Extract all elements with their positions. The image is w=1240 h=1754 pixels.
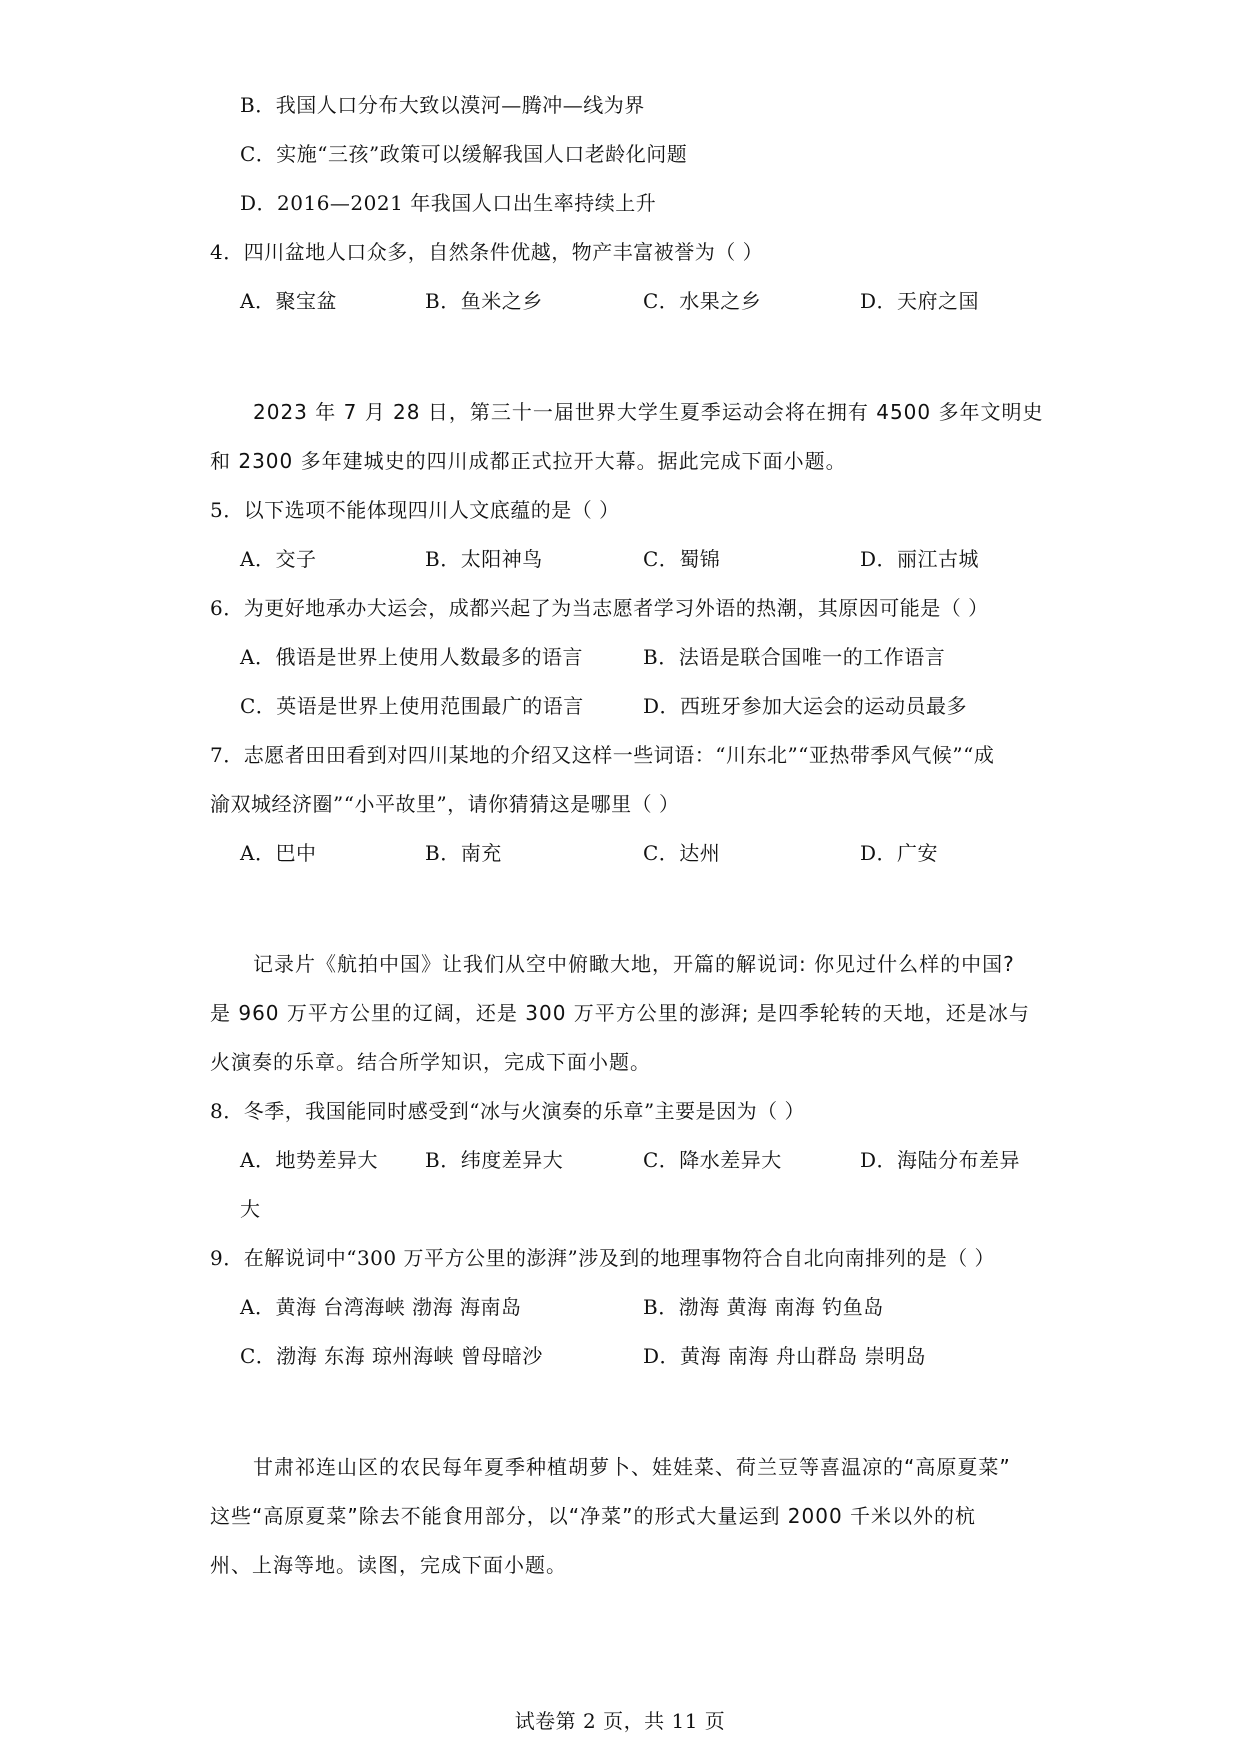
q9-stem: 9．在解说词中“300 万平方公里的澎湃”涉及到的地理事物符合自北向南排列的是（ ） [210,1246,996,1270]
q6-option-b: B．法语是联合国唯一的工作语言 [643,645,946,669]
passage2-line-1: 记录片《航拍中国》让我们从空中俯瞰大地，开篇的解说词: 你见过什么样的中国? [253,952,1015,976]
q7-option-c: C．达州 [643,841,721,865]
passage3-line-3: 州、上海等地。读图，完成下面小题。 [210,1553,567,1577]
q5-option-c: C．蜀锦 [643,547,721,571]
passage1-line-2: 和 2300 多年建城史的四川成都正式拉开大幕。据此完成下面小题。 [210,449,847,473]
q9-option-a: A．黄海 台湾海峡 渤海 海南岛 [240,1295,522,1319]
passage2-line-3: 火演奏的乐章。结合所学知识，完成下面小题。 [210,1050,651,1074]
q7-stem-line-1: 7．志愿者田田看到对四川某地的介绍又这样一些词语：“川东北”“亚热带季风气候”“成 [210,743,995,767]
q6-option-d: D．西班牙参加大运会的运动员最多 [643,694,968,718]
q9-option-b: B．渤海 黄海 南海 钓鱼岛 [643,1295,884,1319]
q4-stem: 4．四川盆地人口众多，自然条件优越，物产丰富被誉为（ ） [210,240,764,264]
q4-option-d: D．天府之国 [860,289,980,313]
q5-stem: 5．以下选项不能体现四川人文底蕴的是（ ） [210,498,620,522]
q8-option-b: B．纬度差异大 [425,1148,564,1172]
q7-stem-line-2: 渝双城经济圈”“小平故里”，请你猜猜这是哪里（ ） [210,792,680,816]
page-footer: 试卷第 2 页，共 11 页 [514,1709,726,1733]
q5-option-b: B．太阳神鸟 [425,547,543,571]
passage3-line-1: 甘肃祁连山区的农民每年夏季种植胡萝卜、娃娃菜、荷兰豆等喜温凉的“高原夏菜” [253,1455,1011,1479]
q8-stem: 8．冬季，我国能同时感受到“冰与火演奏的乐章”主要是因为（ ） [210,1099,806,1123]
q6-option-c: C．英语是世界上使用范围最广的语言 [240,694,584,718]
q6-stem: 6．为更好地承办大运会，成都兴起了为当志愿者学习外语的热潮，其原因可能是（ ） [210,596,989,620]
passage2-line-2: 是 960 万平方公里的辽阔，还是 300 万平方公里的澎湃; 是四季轮转的天地，还是冰与 [210,1001,1030,1025]
passage1-line-1: 2023 年 7 月 28 日，第三十一届世界大学生夏季运动会将在拥有 4500 多年文明史 [253,400,1044,424]
q9-option-d: D．黄海 南海 舟山群岛 崇明岛 [643,1344,927,1368]
q8-option-d: D．海陆分布差异 [860,1148,1021,1172]
q8-option-a: A．地势差异大 [240,1148,378,1172]
q7-option-a: A．巴中 [240,841,317,865]
q8-option-d-wrap: 大 [240,1197,261,1221]
q5-option-d: D．丽江古城 [860,547,980,571]
q3-option-d: D．2016—2021 年我国人口出生率持续上升 [240,191,657,215]
q4-option-b: B．鱼米之乡 [425,289,543,313]
q8-option-c: C．降水差异大 [643,1148,782,1172]
q3-option-b: B．我国人口分布大致以漠河—腾冲—线为界 [240,93,645,117]
q7-option-d: D．广安 [860,841,939,865]
q4-option-c: C．水果之乡 [643,289,762,313]
q7-option-b: B．南充 [425,841,502,865]
q5-option-a: A．交子 [240,547,317,571]
q6-option-a: A．俄语是世界上使用人数最多的语言 [240,645,583,669]
passage3-line-2: 这些“高原夏菜”除去不能食用部分，以“净菜”的形式大量运到 2000 千米以外的杭 [210,1504,977,1528]
q3-option-c: C．实施“三孩”政策可以缓解我国人口老龄化问题 [240,142,688,166]
q4-option-a: A．聚宝盆 [240,289,337,313]
q9-option-c: C．渤海 东海 琼州海峡 曾母暗沙 [240,1344,543,1368]
